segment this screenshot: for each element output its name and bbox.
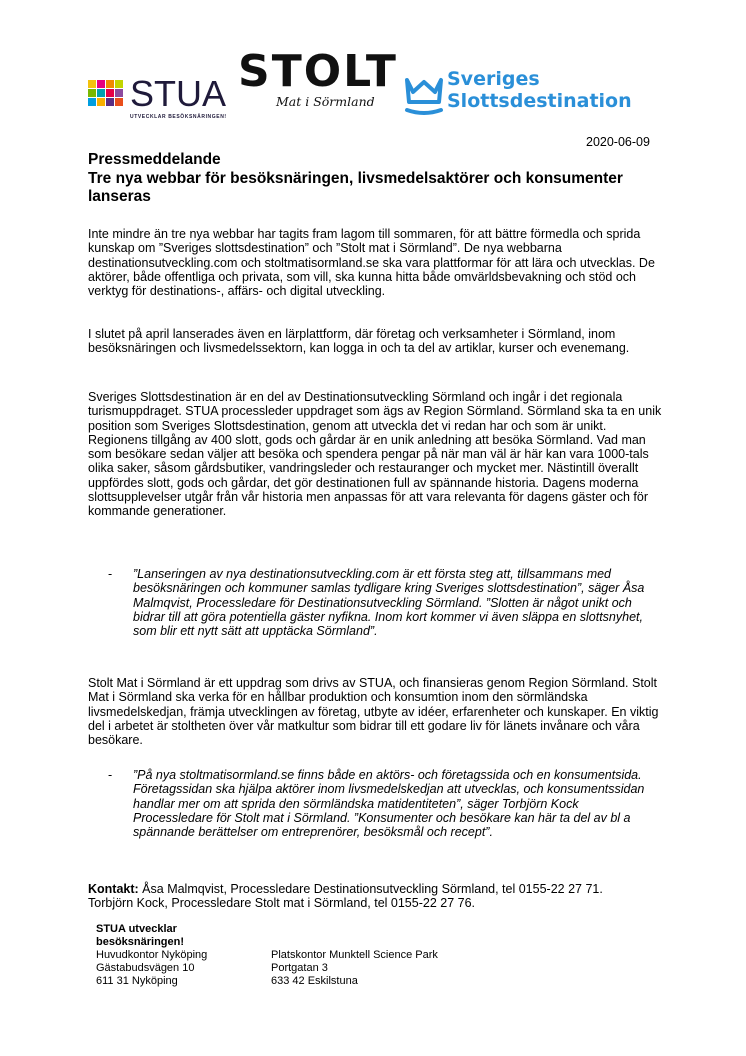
quote-dash: - <box>108 567 113 581</box>
footer-address-line: 611 31 Nyköping <box>96 975 178 987</box>
stolt-tagline: Mat i Sörmland <box>276 94 375 109</box>
paragraph-stolt-mat: Stolt Mat i Sörmland är ett uppdrag som drivs av STUA, och finansieras genom Region Sörmland. Stolt Mat i Sörmland ska verka för en hållbar produktion och konsumtion inom den sörmländska livsmedelskedjan, främja utvecklingen av företag, utbyte av idéer, erfarenheter och kunskaper. En viktig del i arbetet är stoltheten över vår matkultur som bidrar till ett godare liv för länets invånare och våra besökare. <box>88 676 659 748</box>
slott-line2: Slottsdestination <box>447 90 632 112</box>
quote-dash: - <box>108 768 113 782</box>
page-title <box>88 151 668 207</box>
footer-title-1: STUA utvecklar <box>96 923 177 935</box>
footer-address-line: Platskontor Munktell Science Park <box>271 949 438 961</box>
stolt-wordmark: STOLT <box>238 46 398 97</box>
paragraph-intro: Inte mindre än tre nya webbar har tagits fram lagom till sommaren, för att bättre förmedla och sprida kunskap om ”Sveriges slottsdestination” och ”Stolt mat i Sörmland”. De nya webbarna destinationsutveckling.com och stoltmatisormland.se ska vara plattformar för att lära och utvecklas. De aktörer, både offentliga och privata, som vill, ska kunna hitta både omvärldsbevakning och stöd och verktyg för destinations-, affärs- och digital utveckling. <box>88 227 655 299</box>
title-label: Pressmeddelande <box>88 151 221 168</box>
slottsdestination-wordmark <box>447 68 632 112</box>
stua-logo <box>88 72 228 122</box>
contact-block <box>88 882 688 911</box>
paragraph-slottsdestination: Sveriges Slottsdestination är en del av Destinationsutveckling Sörmland och ingår i det regionala turismuppdraget. STUA processleder uppdraget som ägs av Region Sörmland. Sörmland ska ta en unik position som Sveriges Slottsdestination, genom att utveckla det vi redan har och som är unikt. Regionens tillgång av 400 slott, gods och gårdar är en unik anledning att besöka Sörmland. Vad man som besökare sedan väljer att besöka och spendera pengar på när man väl är här kan vara 1000-tals olika saker, såsom gårdsbutiker, vandringsleder och restauranger och mycket mer. Nästintill överallt uppfördes slott, gods och gårdar, det gör destinationen full av spännande historia. Dagens moderna slottsupplevelser utgår från vår historia men anpassas för att vara relevanta för dagens gäster och för kommande generationer. <box>88 390 662 519</box>
contact-kock: Torbjörn Kock, Processledare Stolt mat i Sörmland, tel 0155-22 27 76. <box>88 896 476 911</box>
stolt-logo <box>238 46 398 122</box>
crown-icon <box>403 72 445 116</box>
footer-address-line: Portgatan 3 <box>271 962 328 974</box>
slott-line1: Sveriges <box>447 68 540 90</box>
stua-tagline: UTVECKLAR BESÖKSNÄRINGEN! <box>130 114 227 120</box>
contact-malmqvist: Åsa Malmqvist, Processledare Destinationsutveckling Sörmland, tel 0155-22 27 71. <box>138 882 603 896</box>
quote-kock: ”På nya stoltmatisormland.se finns både en aktörs- och företagssida och en konsumentsida. Företagssidan ska hjälpa aktörer inom livsmedelskedjan att utvecklas, och konsumentssidan handlar mer om att sprida den sörmländska matidentiteten”, säger Torbjörn Kock Processledare för Stolt mat i Sörmland. ”Konsumenter och besökare kan här ta del av bl a spännande berättelser om entreprenörer, besöksmål och recept”. <box>133 768 645 840</box>
title-headline: Tre nya webbar för besöksnäringen, livsmedelsaktörer och konsumenter lanseras <box>88 169 623 205</box>
quote-malmqvist: ”Lanseringen av nya destinationsutveckling.com är ett första steg att, tillsammans med besöksnäringen och kommuner samlas tydligare kring Sveriges slottsdestination”, säger Åsa Malmqvist, Processledare för Destinationsutveckling Sörmland. ”Slotten är något unikt och bidrar till att göra potentiella gäster nyfikna. Inom kort kommer vi även släppa en slottsnyhet, som blir ett nytt sätt att upptäcka Sörmland”. <box>133 567 645 639</box>
stua-wordmark: STUA <box>130 73 227 114</box>
footer-left <box>96 923 207 988</box>
logo-row <box>88 46 648 122</box>
footer-address-line: Gästabudsvägen 10 <box>96 962 195 974</box>
slottsdestination-logo <box>403 66 648 122</box>
contact-line-1 <box>88 882 688 896</box>
footer-right <box>271 949 438 988</box>
contact-label: Kontakt: <box>88 882 139 896</box>
paragraph-platform: I slutet på april lanserades även en lärplattform, där företag och verksamheter i Sörmland, inom besöksnäringen och livsmedelssektorn, kan logga in och ta del av artiklar, kurser och evenemang. <box>88 327 630 356</box>
footer-address-line: Huvudkontor Nyköping <box>96 949 208 961</box>
footer-title-2: besöksnäringen! <box>96 936 185 948</box>
stua-squares-icon <box>88 75 126 113</box>
footer-address-line: 633 42 Eskilstuna <box>271 975 358 987</box>
release-date: 2020-06-09 <box>586 135 650 149</box>
